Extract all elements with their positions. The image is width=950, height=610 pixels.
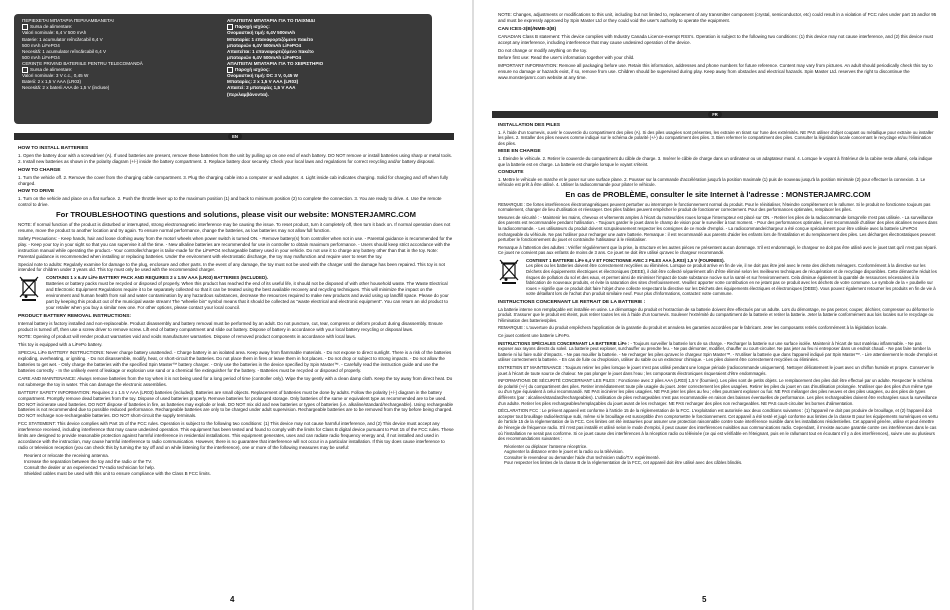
battery-line: Ονομαστική τιμή: DC 3 V, 0,45 W [227,73,298,79]
paragraph: Remarque à l'attention des adultes : Vérifier régulièrement que la prise, la structure et les autres pièces ne présentent aucun dommage. S'il est endommagé, le chargeur ne doit pas être utilisé avec le jouet tant qu'il n'est pas réparé. Ce jouet ne convient pas aux enfants de moins de 3 ans. Ce jouet ne doit être utilisé qu'avec le chargeur recommandé. [498,244,938,256]
paragraph: FCC STATEMENT: This device complies with Part 15 of the FCC rules. Operation is subject to the following two conditions: (1) This device may not cause harmful interference, and (2) This device must accept any interference received, including interference that may cause undesired operation. This equipment has been tested and found to comply with the limits for Class B digital device pursuant to Part 15 of the FCC rules. These limits are designed to provide reasonable protection against harmful interference in residential installations. This equipment generates, uses and can radiate radio frequency energy and, if not installed and used in accordance with the instruction, may cause harmful interference to radio communication. However, there is no guarantee that interference will not occur in a particular installation. If this toy does cause interference to radio or television reception (you can check this by turning the toy off and on while listening for the interference), one or more of the following measures may be useful: [18,421,454,450]
dc-symbol-icon [22,67,28,73]
section-heading: MISE EN CHARGE [498,149,541,155]
weee-block [498,258,938,297]
battery-line: Baterie: 1 acumulator reîncărcabil 6,4 V [22,36,103,42]
battery-line: μπαταριών 6,4V 500mAh LiFePO4 [227,42,302,48]
contains-heading: CONTAINS 1 x 6.4V LiFe BATTERY PACK AND REQUIRES 2 x 1.5V AAA (LR03) BATTERIES (INCLUDED). [46,275,268,281]
dc-symbol-icon [22,24,28,30]
paragraph: 1. Éteindre le véhicule. 2. Retirer le couvercle du compartiment du câble de charge. 3. Insérer le câble de charge dans un ordinateur ou un adaptateur mural. 4. Lorsque le voyant à l'intérieur de la cabine reste allumé, cela indique que la batterie est en charge. La batterie est chargée lorsque le voyant s'éteint. [498,155,933,167]
paragraph: REMARQUE : L'ouverture du produit empêchera l'application de la garantie du produit et annulera les garanties accordées par le fabricant. Jeter les composants retirés conformément à la législation locale. [498,325,888,331]
page-number: 5 [702,595,707,604]
paragraph: IMPORTANT INFORMATION: Remove all packaging before use. Retain this information, addresses and phone numbers for future reference. Content may vary from pictures. An adult should periodically check this toy to ensure no damage or hazards exist, if so, remove from use. Children should be supervised during play. Keep away from obstacles and electrical hazards. Spin Master Ltd. reserves the right to discontinue the www.monsterjamrc.com website at any time. [498,63,933,81]
paragraph: DÉCLARATION FCC : Le présent appareil est conforme à l'article 15 de la réglementation de la FCC. L'exploitation est autorisée aux deux conditions suivantes : (1) l'appareil ne doit pas produire de brouillage, et (2) l'appareil doit accepter tout brouillage radioélectrique subi, même si le brouillage est susceptible d'en compromettre le fonctionnement. Cet appareil a été testé et jugé conforme aux limites de la classe B pour les équipements numériques en vertu de l'article 15 de la réglementation de la FCC. Ces limites ont été instaurées pour assurer une protection raisonnable contre toute interférence nuisible dans les installations résidentielles. Cet appareil génère, utilise et peut émettre de l'énergie de fréquence radio. S'il n'est pas installé et utilisé selon le mode d'emploi, il peut causer des interférences nuisibles aux communications radio. Cependant, il n'existe aucune garantie contre ces interférences dans le cas où l'installation ne serait pas conforme. Si ce jouet cause des interférences à la réception radio ou télévisée (ce qui est vérifiable en l'éteignant, puis en le rallumant tout en écoutant s'il y a des interférences), suivre une ou plusieurs des recommandations suivantes : [498,408,938,442]
list-item: • Increase the separation between the toy and the radio or the TV. [24,459,454,465]
section-heading: HOW TO INSTALL BATTERIES [18,146,89,151]
battery-line: Valori nominale: 3 V c.c., 0,45 W [22,73,89,79]
paragraph: REMARQUE : De fortes interférences électromagnétiques peuvent perturber ou interrompre le fonctionnement normal du produit. Pour le réinitialiser, l'éteindre complètement et le rallumer. Si le produit ne fonctionne toujours pas normalement, changer de lieu d'utilisation et réessayer. Des piles faibles peuvent empêcher le produit de fonctionner correctement. Pour des performances optimales, remplacer les piles. [498,201,931,213]
french-instructions [498,120,938,598]
paragraph: NOTE: Changes, adjustments or modifications to this unit, including but not limited to, replacement of any transmitter component (crystal, semiconductor, etc) could result in a violation of FCC rules under part 15 and/or 95 and must be expressly approved by Spin Master Ltd or they could void the user's authority to operate the equipment. [498,12,937,23]
paragraph: NOTE: Opening of product will render product warranties void and voids manufacturer warranties. Dispose of removed product components in accordance with local laws. [18,334,357,340]
battery-requirements-box [14,14,432,124]
language-bar [492,111,938,118]
paragraph: 1. Turn on the vehicle and place on a flat surface. 2. Push the throttle lever up to the maximum position (1) and back to minimum position (2) to complete the connection. 3. You are ready to drive. 4. Use the remote control to drive. [18,196,442,208]
paragraph: Do not change or modify anything on the toy. [498,47,588,53]
paragraph: Before first use: Read the user's information together with your child. [498,55,635,61]
paragraph: This toy is equipped with a LiFePo battery. [18,342,103,348]
english-instructions [18,143,454,598]
paragraph: Special note to adults: Regularly examine for damage to the plug, enclosure and other parts. In the event of any damage, the toy must not be used with the charger until the damage has been repaired. This toy is not intended for children under 3 years old. This toy must only be used with the recommended charger. [18,261,445,273]
paragraph: La batterie interne non remplaçable est installée en usine. Le démontage du produit et l'extraction de sa batterie doivent être effectués par un adulte. Lors du démontage, ne pas percer, couper, déchirer, compresser ou déformer le produit. S'assurer que le produit est éteint, puis retirer toutes les vis à l'aide d'un tournevis. Soulever l'extrémité du compartiment de la batterie et retirer la batterie. Jeter la batterie conformément aux lois locales sur le recyclage ou l'élimination des batteries/piles. [498,306,934,323]
list-item: • Pour respecter les limites de la classe B de la réglementation de la FCC, cet appareil doit être utilisé avec des câbles blindés. [504,460,938,466]
list-item: • Reorient or relocate the receiving antenna. [24,453,454,459]
paragraph: - Toujours surveiller la batterie lors de sa charge. - Recharger la batterie sur une surface isolée. Maintenir à l'écart de tout matériau inflammable. - Ne pas exposer aux rayons directs du soleil. La batterie peut exploser, surchauffer ou prendre feu. - Ne pas démonter, modifier, chauffer ou court-circuiter. Ne pas jeter au feu ni entreposer dans un endroit chaud. - Ne pas faire tomber la batterie ni lui faire subir d'impacts. - Ne pas mouiller la batterie. - Ne recharger les piles qu'avec le chargeur Spin Master™. - N'utiliser la batterie que dans l'appareil indiqué par Spin Master™. - Lire attentivement le mode d'emploi et utiliser correctement la batterie. - En cas de fuite ou d'explosion, utiliser du sable ou un extincteur chimique. - Les piles doivent être correctement recyclées ou éliminées. [498,340,938,363]
list-item: • Shielded cables must be used with this unit to ensure compliance with the Class B FCC limits. [24,471,454,477]
paragraph: 1. Mettre le véhicule en marche et le poser sur une surface plane. 2. Pousser sur la commande d'accélération jusqu'à la position maximale (1) puis de nouveau jusqu'à la position minimale (2) pour effectuer la connexion. 3. Le véhicule est prêt à être utilisé. 4. Utiliser la radiocommande pour piloter le véhicule. [498,176,926,188]
section-heading: HOW TO DRIVE [18,189,55,195]
battery-column-ro [22,18,222,92]
fcc-notes-block [498,12,938,108]
language-bar [14,133,454,140]
contains-heading: CONTIENT 1 BATTERIE LiFe 6,4 V ET FONCTIONNE AVEC 2 PILES AAA (LR03) 1,5 V (FOURNIES). [526,257,725,263]
battery-header-note: ΑΠΑΙΤΕΙΤΑΙ ΜΠΑΤΑΡΙΑ ΓΙΑ ΤΟ ΠΑΙΧΝΙΔΙ [227,18,315,23]
battery-line: Απαιτεί: 2 μπαταρίες 1,5 V AAA [227,85,296,91]
battery-line: Ονομαστική τιμή: 6,4V 500mAh [227,30,296,36]
list-item: • Augmenter la distance entre le jouet et la radio ou la télévision. [504,449,938,455]
special-heading: INSTRUCTIONS SPÉCIALES CONCERNANT LA BATTERIE LiFe : [498,340,630,346]
section-heading: HOW TO CHARGE [18,167,61,173]
section-heading: INSTALLATION DES PILES [498,123,561,128]
list-item: • Consult the dealer or an experienced TV-radio technician for help. [24,465,454,471]
battery-line: Valori nominale: 6,4 V 500 mAh [22,30,87,36]
paragraph: 1. Turn the vehicle off. 2. Remove the cover from the charging cable compartment. 3. Plug the charging cable into a computer or wall adapter. 4. Light inside cab indicates charging. Solid for charging and off when fully charged. [18,174,449,186]
paragraph: INFORMATIONS DE SÉCURITÉ CONCERNANT LES PILES : Fonctionne avec 2 piles AAA (LR03) 1,5 V (fournies). Les piles sont de petits objets. Le remplacement des piles doit être effectué par un adulte. Respecter le schéma de polarité (+/-) du compartiment des piles. Retirer immédiatement toute pile usagée du jouet. Jeter correctement les piles usagées. Retirer les piles du jouet en cas d'inutilisation prolongée. N'utiliser que des piles d'un même type ou d'un type équivalent à celui recommandé. NE PAS incinérer les piles usagées. NE PAS jeter les piles au feu ; elles pourraient exploser ou fuir. NE PAS mélanger des piles neuves et des piles usagées, ou des piles de types différents (par : alcalines/standard/rechargeables). L'utilisation de piles rechargeables n'est pas recommandée en raison des baisses éventuelles de performance. Les piles rechargeables doivent être rechargées sous la surveillance d'un adulte. Retirer les piles rechargeables/remplaçables du jouet avant de les recharger. NE PAS recharger des piles non rechargeables. NE PAS court-circuiter les bornes d'alimentation. [498,378,938,406]
page-right [478,0,950,610]
battery-line: Baterii: 2 x 1,5 V AAA (LR03) [22,79,81,85]
paragraph: ENTRETIEN ET MAINTENANCE : Toujours retirer les piles lorsque le jouet n'est pas utilisé pendant une longue période (radiocommande uniquement). Nettoyer délicatement le jouet avec un chiffon humide et propre. Conserver le jouet à l'écart de toute source de chaleur. Ne pas plonger le jouet dans l'eau ; les composants électroniques risqueraient d'être endommagés. [498,364,934,376]
paragraph: Mesures de sécurité : - Maintenir les mains, cheveux et vêtements amples à l'écart du moteur/des roues lorsque l'interrupteur est placé sur ON. - Retirer les piles de la radiocommande lorsqu'elle n'est pas utilisée. - La surveillance des parents est recommandée pendant l'utilisation. - Toujours garder le jouet dans le champ de vision pour le surveiller à tout moment. - Pour des performances optimales, il est recommandé d'utiliser des piles alcalines neuves dans la radiocommande. - Les utilisateurs du produit doivent scrupuleusement respecter les consignes de ce mode d'emploi. - La radiocommande/chargeur a été conçue spécialement pour être utilisée avec la batterie LiFePO4 rechargeable du véhicule. Ne pas l'utiliser pour recharger une autre batterie. Remarque : il est recommandé aux parents d'aider les enfants lors de l'installation et du remplacement des piles. Les décharges électrostatiques peuvent perturber le fonctionnement du jouet et contraindre l'utilisateur à le réinitialiser. [498,214,938,243]
battery-line: 500 mAh LiFePO4 [22,54,60,60]
battery-line: CERINȚE PRIVIND BATERIILE PENTRU TELECOMANDĂ [22,60,143,66]
battery-line: ΑΠΑΙΤΕΙΤΑΙ ΜΠΑΤΑΡΙΑ ΓΙΑ ΤΟ ΧΕΙΡΙΣΤΗΡΙΟ [227,60,324,66]
weee-block [18,275,454,310]
power-label: Παροχή ισχύος: [235,24,270,30]
paragraph: 1. À l'aide d'un tournevis, ouvrir le couvercle du compartiment des piles (A). Si des piles usagées sont présentes, les extraire en tirant sur l'une des extrémités. NE PAS utiliser d'objet coupant ou métallique pour extraire ou installer les piles. 2. Installer des piles neuves comme indiqué sur le schéma de polarité (+/-) du compartiment des piles. 3. Bien refermer le compartiment des piles. Consulter la législation locale concernant le recyclage et/ou l'élimination des piles. [498,129,934,146]
battery-line: Απαιτείται: 1 επαναφορτιζόμενο πακέτο [227,48,314,54]
page-left [0,0,470,610]
paragraph: NOTE: If normal function of the product is disturbed or interrupted, strong electromagnetic interference may be causing the issue. To reset product, turn it completely off, then turn it back on. If normal operation does not resume, move the product to another location and try again. To ensure normal performance, change the batteries, as low batteries may not allow full function. [18,222,451,233]
list-item: • Réorienter ou déplacer l'antenne réceptrice. [504,444,938,450]
section-heading: CONDUITE [498,170,524,176]
section-heading: CAN ICES-3(B)/NMB-3(B) [498,26,557,32]
fcc-measures-list [498,444,938,466]
wheelie-bin-crossed-icon [498,258,520,284]
battery-line: (περιλαμβάνονται). [227,91,269,97]
power-label: Sursa de alimentare: [30,67,73,73]
paragraph: Safety Precautions: - Keep hands, hair and loose clothing away from the motor/ wheels when power switch is turned ON. - Remove battery(s) from controller when not in use. - Parental guidance is recommended for the play. - Keep your toy in your sight so that you can supervise it all the time. - New alkaline batteries are recommended for use in controller to obtain maximum performance. - Users should keep strict accordance with the instruction manual while operating the product.- Your controller/charger is tailor-made for the LiFePO4 rechargeable battery used in your vehicle. Do not use it to charge any battery other than that in the toy. Note: Parental guidance is recommended when installing or replacing batteries. Under the environment with electrostatic discharge, the toy may malfunction and require user to reset the toy. [18,235,453,259]
battery-line: Necesită: 1 acumulator reîncărcabil 6,4 V [22,48,107,54]
paragraph: CARE AND MAINTENANCE: Always remove batteries from the toy when it is not being used for a long period of time (controller only). Wipe the toy gently with a clean damp cloth. Keep the toy away from direct heat. Do not submerge the toy in water. This can damage the electronic assemblies. [18,375,453,387]
paragraph: Internal battery is factory installed and non-replaceable. Product disassembly and battery removal must be performed by an adult. Do not puncture, cut, tear, compress or deform product during disassembly. Ensure product is turned off, then use a screw driver to remove screw. Lift end of battery compartment and slide out battery. Dispose of battery in accordance with your local battery recycling or disposal laws. [18,320,443,332]
battery-line: Μπαταρία: 1 επαναφορτιζόμενο πακέτο [227,36,314,42]
section-heading: INSTRUCTIONS CONCERNANT LE RETRAIT DE LA BATTERIE : [498,300,646,306]
fcc-measures-list [18,453,454,477]
dc-symbol-icon [227,24,233,30]
battery-line: Μπαταρίες: 2 x 1,5 V AAA (LR03) [227,79,299,85]
paragraph: Batteries or battery packs must be recycled or disposed of properly. When this product has reached the end of its useful life, it should not be disposed of with other household waste. The Waste Electrical and Electronic Equipment Regulations require it to be separately collected so that it can be treated using the best available recovery and recycling techniques. This will minimize the impact on the environment and human health from soil and water contamination by any hazardous substances, decrease the resources required to make new products and avoid using up landfill space. Please do your part by keeping this product out of the municipal waste stream! The "wheelie bin" symbol means that it should be collected as "waste electrical and electronic equipment". You can return an old product to your retailer when you buy a similar new one. For other options, please contact your local council. [46,281,449,310]
problem-banner: En cas de PROBLÈME, consulter le site Internet à l'adresse : MONSTERJAMRC.COM [565,189,871,199]
troubleshooting-banner: For TROUBLESHOOTING questions and solutions, please visit our website: MONSTERJAMRC.COM [56,210,416,220]
paragraph: 1. Open the battery door with a screwdriver (A). If used batteries are present, remove these batteries from the unit by pulling up on one end of each battery. DO NOT remove or install batteries using sharp or metal tools. 2. Install new batteries as shown in the polarity diagram (+/-) inside the battery compartment. 3. Replace battery door securely. Check your local laws and regulations for correct recycling and/or battery disposal. [18,152,453,164]
list-item: • Consulter le revendeur ou demander l'aide d'un technicien radio/T.V. expérimenté. [504,455,938,461]
battery-header-note: ΠΕΡΙΕΧΕΤΑΙ ΜΠΑΤΑΡΙΑ ΠΕΡΙΛΑΜΒΑΝΕΤΑΙ [22,18,114,23]
dc-symbol-icon [227,67,233,73]
paragraph: CANADIAN Class B statement: This device complies with Industry Canada Licence-exempt RSS's. Operation is subject to the following two conditions: (1) this device may not cause interference, and (2) this device must accept any interference, including interference that may cause undesired operation of the device. [498,33,933,45]
battery-line: Necesită: 2 x baterii AAA de 1,5 V (incluse) [22,85,110,91]
section-heading: PRODUCT BATTERY REMOVAL INSTRUCTIONS: [18,313,132,319]
power-label: Παροχή ισχύος: [235,67,270,73]
paragraph: BATTERY SAFETY INFORMATION: Requires 2 x 1.5 V AAA (LR03) batteries (included). Batteries are small objects. Replacement of batteries must be done by adults. Follow the polarity (+/-) diagram in the battery compartment. Promptly remove dead batteries from the toy. Dispose of used batteries properly. Remove batteries for prolonged storage. Only batteries of the same or equivalent type as recommended are to be used. DO NOT incinerate used batteries. DO NOT dispose of batteries in fire, as batteries may explode or leak. DO NOT mix old and new batteries or types of batteries (i.e. alkaline/standard/rechargeable). Using rechargeable batteries is not recommended due to possible reduced performance. Rechargeable batteries are only to be charged under adult supervision. Rechargeable batteries are to be removed from the toy before being charged. DO NOT recharge non-rechargeable batteries. DO NOT short-circuit the supply terminals. [18,389,453,419]
page-number: 4 [230,595,235,604]
power-label: Sursa de alimentare: [30,24,73,30]
page-fold [472,0,474,610]
paragraph: SPECIAL LiFe BATTERY INSTRUCTIONS: Never charge battery unattended. - Charge battery in an isolated area. Keep away from flammable materials. - Do not expose to direct sunlight. There is a risk of the batteries exploding, overheating, or igniting. - Do not disassemble, modify, heat, or short-circuit the batteries. Do not place them in fires or leave them in hot places. - Do not drop or subject to strong impacts. - Do not allow the batteries to get wet. - Only charge the batteries with the specified Spin Master™ battery charger. - Only use the batteries in the device specified by Spin Master™. - Carefully read the instruction guide and use the batteries correctly. - In the unlikely event of leakage or explosion use sand or a chemical fire extinguisher for the battery. - Batteries must be recycled or disposed of properly. [18,350,452,373]
battery-column-el [227,18,427,98]
language-badge: EN [228,133,242,140]
battery-line: μπαταριών 6,4V 500mAh LiFePO4 [227,54,302,60]
paragraph: Ce jouet contient une batterie LiFePo. [498,333,571,338]
battery-line: 500 mAh LiFePO4 [22,42,60,48]
wheelie-bin-crossed-icon [18,275,40,301]
paragraph: Les piles ou les batteries doivent être correctement recyclées ou éliminées. Lorsque ce produit arrive en fin de vie, il ne doit pas être jeté avec le reste des déchets ménagers. Conformément à la directive sur les Déchets des équipements électriques et électroniques (DEEE), il doit être collecté séparément afin d'être éliminé selon les meilleures techniques de récupération et de recyclage disponibles. Cette démarche réduit les risques de pollution du sol et des eaux, et permet ainsi de minimiser l'impact de toute substance nocive sur la santé et sur l'environnement. Cela diminue également la quantité de ressources nécessaires à la fabrication de nouveaux produits, et évite la saturation des sites d'enfouissement. Veuillez apporter votre contribution en ne jetant pas ce produit avec les déchets de votre commune. Le symbole de la « poubelle sur roues » signifie que ce produit doit faire l'objet d'une collecte respectant la directive sur les Déchets des équipements électriques et électroniques (DEEE). Vous pouvez également retourner les produits en fin de vie à votre détaillant lors de l'achat d'un produit similaire neuf. Pour plus d'informations, contactez votre commune. [526,263,937,297]
language-badge: FR [708,111,722,118]
